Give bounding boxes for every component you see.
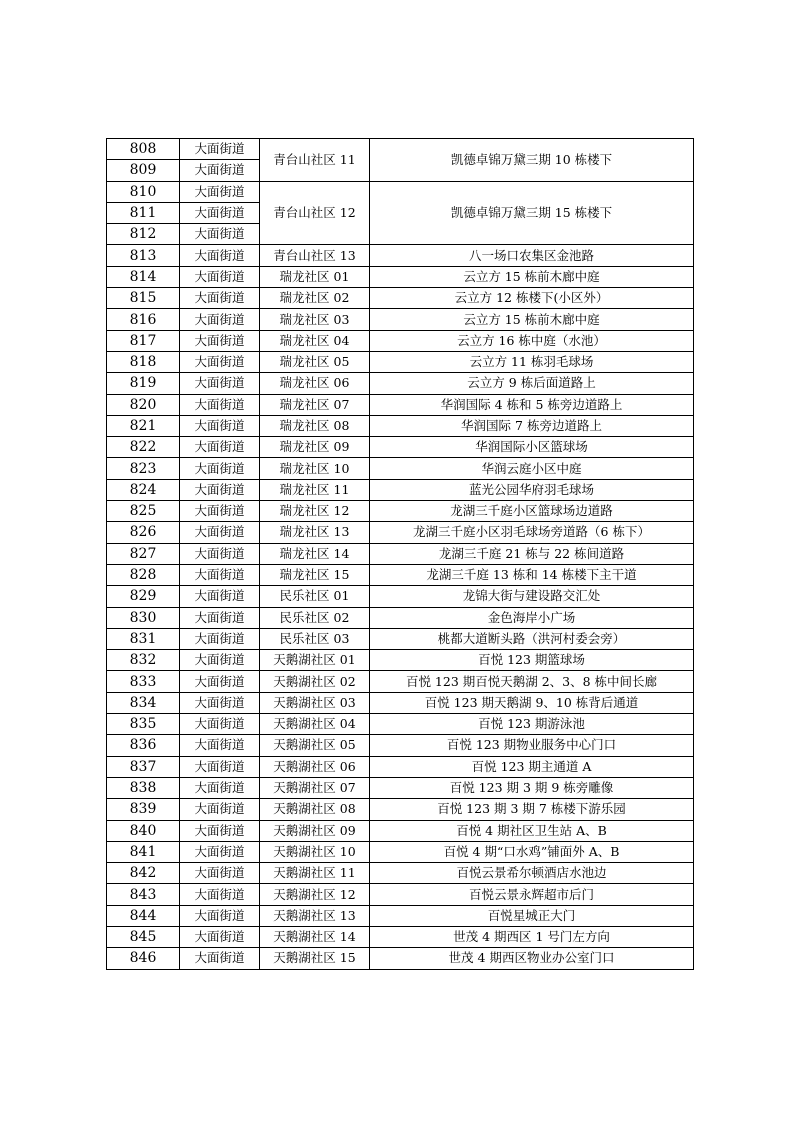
table-row [107, 628, 694, 649]
community-cell: 天鹅湖社区 01 [260, 650, 370, 671]
community-cell: 天鹅湖社区 15 [260, 948, 370, 969]
location-cell: 蓝光公园华府羽毛球场 [370, 479, 694, 500]
community-cell: 天鹅湖社区 11 [260, 863, 370, 884]
street-cell: 大面街道 [180, 863, 260, 884]
street-cell: 大面街道 [180, 224, 260, 245]
community-cell: 瑞龙社区 05 [260, 351, 370, 372]
row-number: 837 [107, 756, 180, 777]
row-number: 836 [107, 735, 180, 756]
community-cell: 瑞龙社区 12 [260, 501, 370, 522]
street-cell: 大面街道 [180, 458, 260, 479]
community-cell: 天鹅湖社区 03 [260, 692, 370, 713]
row-number: 845 [107, 926, 180, 947]
location-cell: 凯德卓锦万黛三期 10 栋楼下 [370, 139, 694, 182]
table-row [107, 586, 694, 607]
table-row [107, 288, 694, 309]
row-number: 841 [107, 841, 180, 862]
location-cell: 云立方 15 栋前木廊中庭 [370, 266, 694, 287]
location-cell: 金色海岸小广场 [370, 607, 694, 628]
row-number: 811 [107, 202, 180, 223]
table-row [107, 181, 694, 202]
location-cell: 世茂 4 期西区 1 号门左方向 [370, 926, 694, 947]
location-cell: 华润国际 7 栋旁边道路上 [370, 415, 694, 436]
table-row [107, 905, 694, 926]
street-cell: 大面街道 [180, 543, 260, 564]
street-cell: 大面街道 [180, 437, 260, 458]
community-cell: 瑞龙社区 04 [260, 330, 370, 351]
community-cell: 青台山社区 11 [260, 139, 370, 182]
community-cell: 瑞龙社区 02 [260, 288, 370, 309]
community-cell: 天鹅湖社区 02 [260, 671, 370, 692]
community-cell: 瑞龙社区 14 [260, 543, 370, 564]
row-number: 828 [107, 564, 180, 585]
row-number: 816 [107, 309, 180, 330]
table-row [107, 714, 694, 735]
location-cell: 云立方 16 栋中庭（水池） [370, 330, 694, 351]
table-row [107, 266, 694, 287]
street-cell: 大面街道 [180, 564, 260, 585]
street-cell: 大面街道 [180, 905, 260, 926]
street-cell: 大面街道 [180, 309, 260, 330]
table-row [107, 841, 694, 862]
community-cell: 瑞龙社区 11 [260, 479, 370, 500]
row-number: 829 [107, 586, 180, 607]
row-number: 846 [107, 948, 180, 969]
location-cell: 百悦 4 期社区卫生站 A、B [370, 820, 694, 841]
location-table [106, 138, 694, 970]
row-number: 813 [107, 245, 180, 266]
street-cell: 大面街道 [180, 628, 260, 649]
street-cell: 大面街道 [180, 202, 260, 223]
location-cell: 世茂 4 期西区物业办公室门口 [370, 948, 694, 969]
street-cell: 大面街道 [180, 160, 260, 181]
location-cell: 八一场口农集区金池路 [370, 245, 694, 266]
community-cell: 天鹅湖社区 06 [260, 756, 370, 777]
table-row [107, 756, 694, 777]
community-cell: 青台山社区 12 [260, 181, 370, 245]
street-cell: 大面街道 [180, 266, 260, 287]
community-cell: 天鹅湖社区 10 [260, 841, 370, 862]
community-cell: 天鹅湖社区 08 [260, 799, 370, 820]
table-row [107, 607, 694, 628]
location-cell: 华润国际小区篮球场 [370, 437, 694, 458]
community-cell: 瑞龙社区 03 [260, 309, 370, 330]
street-cell: 大面街道 [180, 820, 260, 841]
community-cell: 瑞龙社区 07 [260, 394, 370, 415]
location-cell: 百悦 123 期百悦天鹅湖 2、3、8 栋中间长廊 [370, 671, 694, 692]
row-number: 838 [107, 777, 180, 798]
street-cell: 大面街道 [180, 756, 260, 777]
table-body [107, 139, 694, 970]
location-cell: 百悦 123 期物业服务中心门口 [370, 735, 694, 756]
community-cell: 瑞龙社区 10 [260, 458, 370, 479]
street-cell: 大面街道 [180, 330, 260, 351]
location-cell: 龙湖三千庭小区羽毛球场旁道路（6 栋下） [370, 522, 694, 543]
row-number: 827 [107, 543, 180, 564]
street-cell: 大面街道 [180, 650, 260, 671]
location-cell: 百悦 123 期天鹅湖 9、10 栋背后通道 [370, 692, 694, 713]
row-number: 824 [107, 479, 180, 500]
street-cell: 大面街道 [180, 884, 260, 905]
row-number: 825 [107, 501, 180, 522]
table-row [107, 543, 694, 564]
table-row [107, 884, 694, 905]
row-number: 830 [107, 607, 180, 628]
street-cell: 大面街道 [180, 799, 260, 820]
street-cell: 大面街道 [180, 245, 260, 266]
community-cell: 瑞龙社区 13 [260, 522, 370, 543]
table-row [107, 479, 694, 500]
table-row [107, 437, 694, 458]
row-number: 843 [107, 884, 180, 905]
table-row [107, 799, 694, 820]
table-row [107, 820, 694, 841]
location-cell: 桃都大道断头路（洪河村委会旁） [370, 628, 694, 649]
street-cell: 大面街道 [180, 586, 260, 607]
street-cell: 大面街道 [180, 777, 260, 798]
location-cell: 华润云庭小区中庭 [370, 458, 694, 479]
street-cell: 大面街道 [180, 415, 260, 436]
street-cell: 大面街道 [180, 181, 260, 202]
row-number: 814 [107, 266, 180, 287]
row-number: 822 [107, 437, 180, 458]
table-row [107, 351, 694, 372]
street-cell: 大面街道 [180, 288, 260, 309]
community-cell: 天鹅湖社区 04 [260, 714, 370, 735]
row-number: 840 [107, 820, 180, 841]
community-cell: 瑞龙社区 06 [260, 373, 370, 394]
location-cell: 百悦 123 期 3 期 9 栋旁雕像 [370, 777, 694, 798]
table-row [107, 948, 694, 969]
street-cell: 大面街道 [180, 841, 260, 862]
row-number: 809 [107, 160, 180, 181]
community-cell: 瑞龙社区 01 [260, 266, 370, 287]
community-cell: 瑞龙社区 15 [260, 564, 370, 585]
table-row [107, 671, 694, 692]
row-number: 835 [107, 714, 180, 735]
table-row [107, 139, 694, 160]
community-cell: 天鹅湖社区 07 [260, 777, 370, 798]
location-cell: 云立方 15 栋前木廊中庭 [370, 309, 694, 330]
row-number: 826 [107, 522, 180, 543]
street-cell: 大面街道 [180, 607, 260, 628]
table-row [107, 501, 694, 522]
row-number: 820 [107, 394, 180, 415]
location-cell: 云立方 11 栋羽毛球场 [370, 351, 694, 372]
row-number: 815 [107, 288, 180, 309]
community-cell: 天鹅湖社区 14 [260, 926, 370, 947]
location-cell: 龙湖三千庭小区篮球场边道路 [370, 501, 694, 522]
community-cell: 天鹅湖社区 12 [260, 884, 370, 905]
table-row [107, 777, 694, 798]
street-cell: 大面街道 [180, 671, 260, 692]
community-cell: 民乐社区 03 [260, 628, 370, 649]
street-cell: 大面街道 [180, 714, 260, 735]
table-row [107, 415, 694, 436]
community-cell: 民乐社区 02 [260, 607, 370, 628]
location-cell: 凯德卓锦万黛三期 15 栋楼下 [370, 181, 694, 245]
community-cell: 天鹅湖社区 13 [260, 905, 370, 926]
location-cell: 百悦云景希尔顿酒店水池边 [370, 863, 694, 884]
row-number: 834 [107, 692, 180, 713]
community-cell: 瑞龙社区 08 [260, 415, 370, 436]
location-cell: 百悦 123 期游泳池 [370, 714, 694, 735]
row-number: 810 [107, 181, 180, 202]
street-cell: 大面街道 [180, 351, 260, 372]
street-cell: 大面街道 [180, 373, 260, 394]
street-cell: 大面街道 [180, 948, 260, 969]
location-cell: 云立方 12 栋楼下(小区外） [370, 288, 694, 309]
row-number: 818 [107, 351, 180, 372]
table-row [107, 650, 694, 671]
table-row [107, 458, 694, 479]
location-cell: 龙锦大街与建设路交汇处 [370, 586, 694, 607]
street-cell: 大面街道 [180, 479, 260, 500]
row-number: 839 [107, 799, 180, 820]
table-row [107, 692, 694, 713]
location-cell: 龙湖三千庭 21 栋与 22 栋间道路 [370, 543, 694, 564]
row-number: 842 [107, 863, 180, 884]
street-cell: 大面街道 [180, 692, 260, 713]
location-cell: 百悦 123 期篮球场 [370, 650, 694, 671]
row-number: 812 [107, 224, 180, 245]
street-cell: 大面街道 [180, 522, 260, 543]
table-row [107, 330, 694, 351]
community-cell: 青台山社区 13 [260, 245, 370, 266]
street-cell: 大面街道 [180, 139, 260, 160]
table-row [107, 373, 694, 394]
location-cell: 云立方 9 栋后面道路上 [370, 373, 694, 394]
table-row [107, 564, 694, 585]
row-number: 832 [107, 650, 180, 671]
row-number: 831 [107, 628, 180, 649]
row-number: 808 [107, 139, 180, 160]
table-row [107, 522, 694, 543]
location-cell: 百悦云景永辉超市后门 [370, 884, 694, 905]
table-row [107, 735, 694, 756]
table-row [107, 926, 694, 947]
row-number: 833 [107, 671, 180, 692]
location-cell: 百悦 4 期“口水鸡”铺面外 A、B [370, 841, 694, 862]
location-cell: 百悦 123 期 3 期 7 栋楼下游乐园 [370, 799, 694, 820]
community-cell: 天鹅湖社区 09 [260, 820, 370, 841]
location-cell: 华润国际 4 栋和 5 栋旁边道路上 [370, 394, 694, 415]
table-row [107, 309, 694, 330]
row-number: 823 [107, 458, 180, 479]
street-cell: 大面街道 [180, 394, 260, 415]
street-cell: 大面街道 [180, 735, 260, 756]
community-cell: 民乐社区 01 [260, 586, 370, 607]
location-cell: 百悦 123 期主通道 A [370, 756, 694, 777]
location-cell: 百悦星城正大门 [370, 905, 694, 926]
table-row [107, 863, 694, 884]
community-cell: 瑞龙社区 09 [260, 437, 370, 458]
row-number: 817 [107, 330, 180, 351]
row-number: 819 [107, 373, 180, 394]
table-row [107, 245, 694, 266]
street-cell: 大面街道 [180, 926, 260, 947]
community-cell: 天鹅湖社区 05 [260, 735, 370, 756]
table-row [107, 394, 694, 415]
location-cell: 龙湖三千庭 13 栋和 14 栋楼下主干道 [370, 564, 694, 585]
street-cell: 大面街道 [180, 501, 260, 522]
row-number: 844 [107, 905, 180, 926]
row-number: 821 [107, 415, 180, 436]
